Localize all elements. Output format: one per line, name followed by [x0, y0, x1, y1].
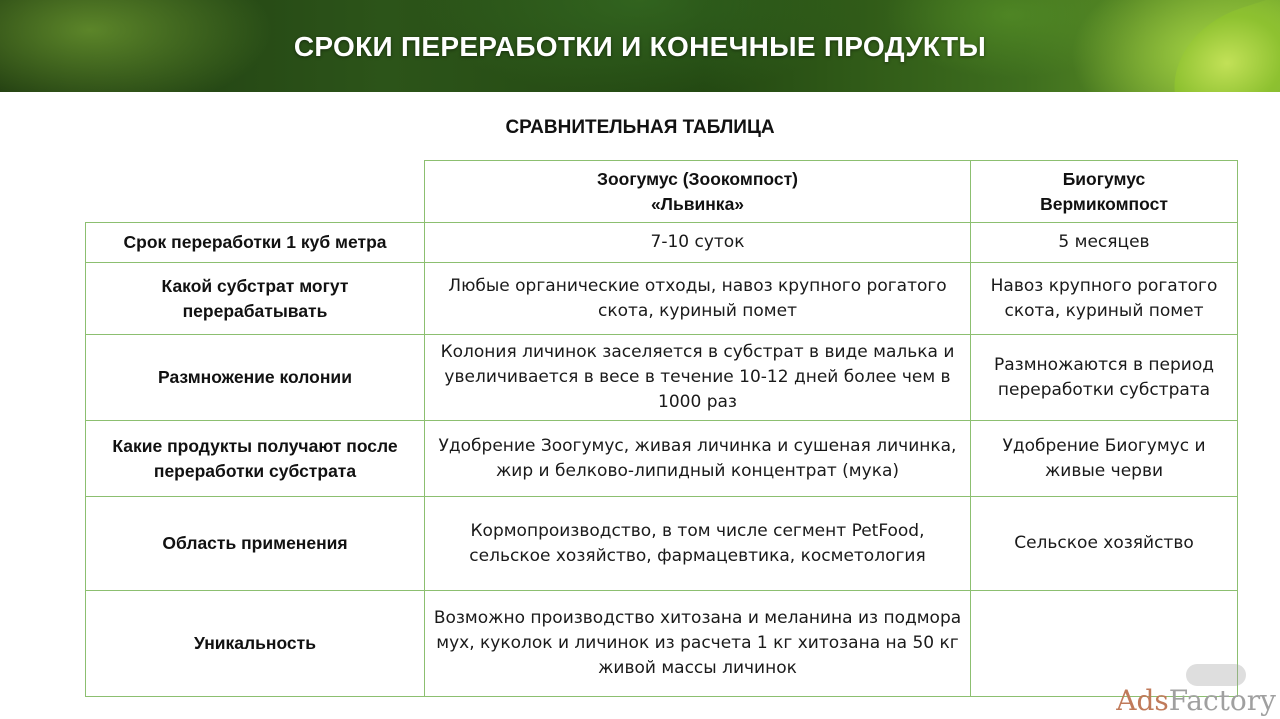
- cell-zoohumus: Кормопроизводство, в том числе сегмент PetFood, сельское хозяйство, фармацевтика, косметология: [425, 497, 971, 591]
- table-row: [86, 421, 1238, 497]
- column-header-biohumus: Биогумус Вермикомпост: [971, 161, 1238, 223]
- cell-zoohumus: Удобрение Зоогумус, живая личинка и сушеная личинка, жир и белково-липидный концентрат (мука): [425, 421, 971, 497]
- cell-biohumus: 5 месяцев: [971, 223, 1238, 263]
- row-label: Размножение колонии: [86, 335, 425, 421]
- table-row: [86, 335, 1238, 421]
- watermark-logo: [1116, 684, 1276, 717]
- table-row: [86, 223, 1238, 263]
- cell-zoohumus: Колония личинок заселяется в субстрат в виде малька и увеличивается в весе в течение 10-12 дней более чем в 1000 раз: [425, 335, 971, 421]
- cell-biohumus: Сельское хозяйство: [971, 497, 1238, 591]
- column-header-zoohumus: Зоогумус (Зоокомпост) «Львинка»: [425, 161, 971, 223]
- table-row: [86, 591, 1238, 697]
- table-row: [86, 263, 1238, 335]
- row-label: Уникальность: [86, 591, 425, 697]
- header-banner: [0, 0, 1280, 92]
- row-label: Срок переработки 1 куб метра: [86, 223, 425, 263]
- cell-zoohumus: Возможно производство хитозана и меланина из подмора мух, куколок и личинок из расчета 1 кг хитозана на 50 кг живой массы личинок: [425, 591, 971, 697]
- cell-zoohumus: 7-10 суток: [425, 223, 971, 263]
- comparison-table: [85, 160, 1238, 697]
- watermark-suffix: Factory: [1168, 684, 1276, 717]
- page-title: СРОКИ ПЕРЕРАБОТКИ И КОНЕЧНЫЕ ПРОДУКТЫ: [293, 31, 987, 62]
- row-label: Какие продукты получают после переработки субстрата: [86, 421, 425, 497]
- watermark-prefix: Ads: [1116, 684, 1169, 717]
- table-title: СРАВНИТЕЛЬНАЯ ТАБЛИЦА: [505, 117, 775, 138]
- cell-biohumus: Размножаются в период переработки субстрата: [971, 335, 1238, 421]
- row-label: Область применения: [86, 497, 425, 591]
- cell-biohumus: Навоз крупного рогатого скота, куриный помет: [971, 263, 1238, 335]
- cloud-icon: [1186, 664, 1246, 686]
- cell-zoohumus: Любые органические отходы, навоз крупного рогатого скота, куриный помет: [425, 263, 971, 335]
- table-row: [86, 497, 1238, 591]
- table-header-row: [86, 161, 1238, 223]
- empty-corner-cell: [86, 161, 425, 223]
- cell-biohumus: Удобрение Биогумус и живые черви: [971, 421, 1238, 497]
- row-label: Какой субстрат могут перерабатывать: [86, 263, 425, 335]
